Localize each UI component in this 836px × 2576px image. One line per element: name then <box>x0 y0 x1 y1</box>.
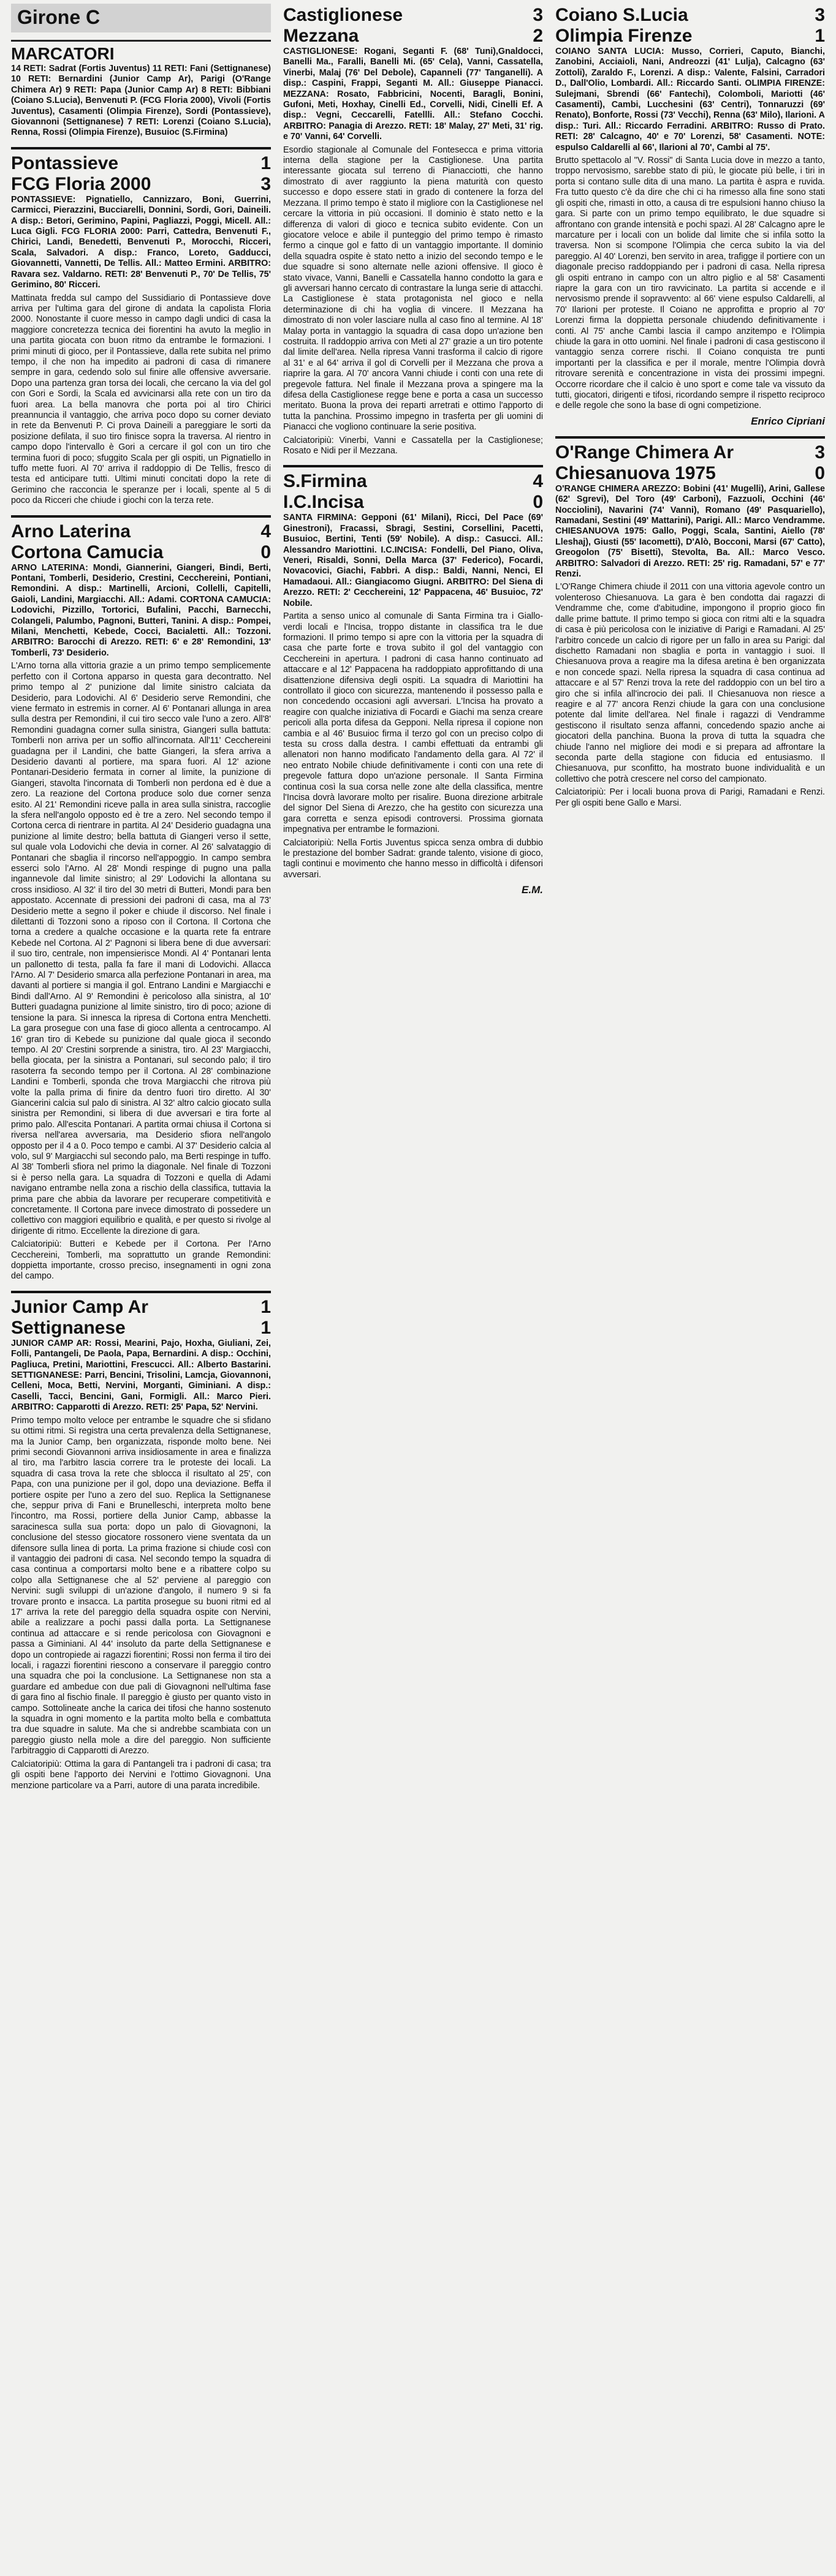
match-report: Brutto spettacolo al "V. Rossi" di Santa Lucia dove in mezzo a tanto, troppo nervosismo, sarebbe stato di più, le giocate più belle, i tiri in porta si contano sulle dita di una mano. La partita è aspra e ruvida. Fra tutto questo c'è da dire che chi ci ha rimesso alla fine sono stati gli ospiti che, rimasti in otto, a causa di tre espulsioni hanno chiuso la gara. Si parte con un primo tempo equilibrato, le due squadre si affrontano con grande intensità e pochi spazi. Al 28' Calcagno apre le marcature per i locali con un bolide dal limite che si infila sotto la traversa. Non si scompone l'Olimpia che cerca subito la via del pareggio. Al 40' Lorenzi, ben servito in area, trafigge il portiere con un diagonale preciso raddoppiando per i padroni di casa. Nella ripresa gli ospiti entrano in campo con un altro piglio e al 58' Casamenti riapre la gara con un tiro ravvicinato. La partita si accende e il nervosismo prende il sopravvento: al 66' viene espulso Caldarelli, al 70' Ilarioni per proteste. Il Coiano ne approfitta e proprio al 70' Lorenzi firma la doppietta personale chiudendo definitivamente i conti. Al 75' anche Cambi lascia il campo anzitempo e l'Olimpia chiude la gara in otto uomini. Nel finale i padroni di casa gestiscono il vantaggio senza correre rischi. Il Coiano conquista tre punti importanti per la classifica e per il morale, mentre l'Olimpia dovrà ritrovare serenità e concentrazione in vista dei prossimi impegni. Occorre ricordare che il calcio è uno sport e come tale va vissuto da tutti, giocatori, dirigenti e tifosi, ricordando sempre il rispetto reciproco e delle regole che sono la base di ogni competizione. <box>555 156 825 411</box>
away-team: Olimpia Firenze <box>555 26 693 46</box>
author-signature: Enrico Cipriani <box>751 415 825 427</box>
home-team: Castiglionese <box>283 5 403 25</box>
group-header: Girone C <box>11 4 271 32</box>
match-home-line <box>11 147 271 174</box>
match-away-line <box>555 26 825 47</box>
match-report: Esordio stagionale al Comunale del Fontesecca e prima vittoria interna della stagione per la Castiglionese. Una partita interessante giocata sul terreno di Pianacciotti, che hanno dimostrato di aver raggiunto la piena maturità con questo successo e dopo essere stati in grado di contenere la forza del Mezzana. Il primo tempo è stato il migliore con la Castiglionese nel cercare la vittoria in più occasioni. Il dominio è stato netto e la differenza di valori di gioco e tecnica subito evidente. Con un giocatore veloce e abile il punteggio del primo tempo è rimasto fermo a cinque gol e fatto di un vantaggio importante. Il dominio della squadra ospite è stato netto a inizio del secondo tempo e le due squadre si sono alternate nelle azioni offensive. Il gioco è stato vivace, Vanni, Banelli e Cassatella hanno condotto la gara e gli avversari hanno cercato di contrastare la lunga serie di attacchi. La Castiglionese è stata protagonista nel gioco e nella determinazione di chi ha voglia di vincere. Il Mezzana ha dimostrato di non voler lasciare nulla al caso fino al termine. Al 18' Malay porta in vantaggio la squadra di casa dopo un'azione ben costruita. Il raddoppio arriva con Meti al 27' grazie a un tiro potente dal limite dell'area. Nella ripresa Vanni trasforma il calcio di rigore al 31' e al 64' arriva il gol di Corvelli per il Mezzana che prova a riaprire la gara. Al 70' ancora Vanni chiude i conti con una rete di pregevole fattura. Nel finale il Mezzana prova a spingere ma la difesa della Castiglionese regge bene e porta a casa un successo meritato. Buona la prova dei reparti arretrati e ottimo l'apporto di tutta la panchina. Prossimo impegno in trasferta per gli uomini di Pianacci che vogliono continuare la serie positiva. <box>283 145 543 432</box>
home-team: Coiano S.Lucia <box>555 5 688 25</box>
away-team: Settignanese <box>11 1317 126 1338</box>
match-lineups: CASTIGLIONESE: Rogani, Seganti F. (68' Tuni),Gnaldocci, Banelli Ma., Faralli, Banelli Mi. (65' Cela), Vanni, Cassatella, Vinerbi, Malaj (76' Del Debole), Capanneli (77' Tanganelli). A disp.: Caspini, Frappi, Seganti M. All.: Giuseppe Pianacci. MEZZANA: Rosato, Fabbricini, Nocenti, Baragli, Bonini, Gufoni, Meti, Hoxhay, Cinelli Ed., Corvelli, Nidi, Cinelli Ef. A disp.: Vegni, Ceccarelli, Fatellli. All.: Stefano Cocchi. ARBITRO: Panagia di Arezzo. RETI: 18' Malay, 27' Meti, 31' rig. e 70' Vanni, 64' Corvelli. <box>283 47 543 142</box>
match-home-line <box>555 5 825 26</box>
match-report: Primo tempo molto veloce per entrambe le squadre che si sfidano su ottimi ritmi. Si registra una certa prevalenza della Settignanese, ma la Junior Camp, ben organizzata, risponde molto bene. Nei primi secondi Giovannoni arriva insidiosamente in area e finalizza al tiro, ma l'arbitro lascia correre tra le proteste dei locali. La squadra di casa trova la rete che sblocca il risultato al 25', con Papa, con una punizione per il gol, dopo una deviazione. Beffa il portiere ospite per l'uno a zero del suo. Replica la Settignanese che, seppur priva di Fani e Brunelleschi, interpreta molto bene l'incontro, ma Rossi, portiere della Junior Camp, abbasse la saracinesca sulla sua porta: dopo un palo di Giovagnoni, la conclusione del stesso giocatore rossonero viene sventata da un difensore sulla linea di porta. La prima frazione si chiude così con il vantaggio dei padroni di casa. Nel secondo tempo la squadra di casa continua a comportarsi molto bene e a ribattere colpo su colpo alla Settignanese che al 52' perviene al pareggio con Nervini: sugli sviluppi di un'azione d'angolo, il numero 9 si fa trovare pronto e insacca. La partita prosegue su buoni ritmi ed al 17' arriva la rete del pareggio della squadra ospite con Nervini, abile a realizzare a pochi passi dalla porta. La Settignanese continua ad attaccare e si rende pericolosa con Giovagnoni e passa a Giminiani. Al 44' insoluto da parte della Settignanese e dopo un contropiede ai ragazzi fiorentini; Rossi non ferma il tiro dei locali, i ragazzi fiorentini riescono a conservare il pareggio contro una squadra che poi la conclusione. La Settignanese non sta a guardare ed ambedue con due pali di Giovagnoni nell'ultima fase di gara fino al fischio finale. Il pareggio è giusto per quanto visto in campo. Sottolineate anche la carica dei tifosi che hanno sostenuto la squadra in ogni momento e la partita molto bella e combattuta tra due squadre in salute. Ma che si andrebbe scambiata con un pareggio giusto nella mole a dire del pareggio. Non sufficiente l'arbitraggio di Capparotti di Arezzo. <box>11 1415 271 1756</box>
author-signature: E.M. <box>522 884 543 896</box>
column-left <box>11 0 271 1794</box>
match-report: L'O'Range Chimera chiude il 2011 con una vittoria agevole contro un volenteroso Chiesanuova. La gara è ben condotta dai ragazzi di Vendramme che, come d'abitudine, impongono il proprio gioco fin dalle prime battute. Il primo tempo si gioca con ritmi alti e la squadra di casa è più pericolosa con le iniziative di Parigi e Ramadani. Al 25' l'arbitro concede un calcio di rigore per un fallo in area su Parigi: dal dischetto Ramadani non sbaglia e porta in vantaggio i suoi. Il Chiesanuova prova a reagire ma la difesa aretina è ben organizzata e non concede spazi. Nella ripresa la squadra di casa continua ad attaccare e al 57' Renzi trova la rete del raddoppio con un bel tiro a giro che si infila all'incrocio dei pali. Il Chiesanuova non riesce a reagire e al 77' ancora Renzi chiude la gara con una conclusione potente dal limite dell'area. Nel finale i ragazzi di Vendramme gestiscono il risultato senza affanni, concedendo spazio anche ai giocatori della panchina. Buona la prova di tutta la squadra che chiude l'anno nel migliore dei modi e si prepara ad affrontare la seconda parte della stagione con fiducia ed entusiasmo. Il Chiesanuova, pur sconfitto, ha mostrato buone individualità e un collettivo che potrà crescere nel corso del campionato. <box>555 582 825 784</box>
match-report: Partita a senso unico al comunale di Santa Firmina tra i Giallo-verdi locali e l'Incisa, troppo distante in classifica tra le due formazioni. Il primo tempo si apre con la vittoria per la squadra di casa che parte forte e trova subito il gol del vantaggio con Cecchereini in apertura. I padroni di casa hanno continuato ad attaccare e al 12' Pappacena ha raddoppiato approfittando di una disattenzione difensiva degli ospiti. La squadra di Mariottini ha controllato il gioco con sicurezza, mantenendo il possesso palla e non concedendo occasioni agli avversari. L'Incisa ha provato a reagire con qualche iniziativa di Focardi e Giachi ma senza creare pericoli alla porta difesa da Gepponi. Nella ripresa il copione non cambia e al 46' Busuioc firma il terzo gol con un preciso colpo di testa su cross dalla destra. I cambi effettuati da entrambi gli allenatori non hanno modificato l'andamento della gara. Al 72' il neo entrato Nobile chiude definitivamente i conti con una rete di pregevole fattura dopo un'azione personale. Il Santa Firmina continua così la sua corsa nelle zone alte della classifica, mentre l'Incisa dovrà lavorare molto per risalire. Buona direzione arbitrale del signor Del Siena di Arezzo, che ha gestito con sicurezza una gara corretta e senza episodi controversi. Prossima giornata impegnativa per entrambe le formazioni. <box>283 611 543 835</box>
match-away-line <box>11 1318 271 1339</box>
match-lineups: ARNO LATERINA: Mondi, Giannerini, Giangeri, Bindi, Berti, Pontani, Tomberli, Desiderio, Crestini, Cecchereini, Pontiani, Remondini. A disp.: Martinelli, Arcioni, Collelli, Capitelli, Gaioli, Landini, Margiacchi. All.: Adami. CORTONA CAMUCIA: Lodovichi, Pizzillo, Tortorici, Bufalini, Pacchi, Barnecchi, Colangeli, Palumbo, Pagnoni, Butteri, Tanini. A disp.: Pompei, Milani, Menchetti, Kebede, Cocci, Bacialetti. All.: Tozzoni. ARBITRO: Barocchi di Arezzo. RETI: 6' e 28' Remondini, 13' Tomberli, 73' Desiderio. <box>11 562 271 658</box>
away-team: Cortona Camucia <box>11 542 164 562</box>
scorers-title: MARCATORI <box>11 40 271 64</box>
home-team: Pontassieve <box>11 153 119 173</box>
home-team: Arno Laterina <box>11 521 131 542</box>
home-team: Junior Camp Ar <box>11 1296 148 1317</box>
match-report: Mattinata fredda sul campo del Sussidiario di Pontassieve dove arriva per l'ultima gara del girone di andata la capolista Floria 2000. Nonostante il cuore messo in campo dagli undici di casa la maggiore concretezza tecnica dei fiorentini ha avuto la meglio in una partita giocata con buon ritmo da entrambe le formazioni. I primi minuti di gioco, per il Pontassieve, dalla rete subita nel primo tempo, il che non ha impedito ai padroni di casa di rimanere sempre in gara, cedendo solo sul finire alle offensive avversarie. Dopo una partenza gran torsa dei locali, che cercano la via del gol con Gori e Sordi, la Scala ed avvicinarsi alla rete con un tiro da fuori area. La bella manovra che porta poi al tiro Chirici preannuncia il vantaggio, che arriva poco dopo su corner deviato in rete da Benvenuti P. Ci prova Daineili a pareggiare le sorti da posizione defilata, il suo tiro finisce sopra la traversa. Al rientro in campo dopo l'intervallo è Gori a cercare il gol con un tiro che termina fuori di poco; sfuggito Scala per gli ospiti, un Pignatiello in tuffo mette fuori. Al 70' arriva il raddoppio di De Tellis, fresco di testa ed anticipare tutti. Ultimi minuti concitati dopo la rete di Gerimino che racconcia le speranze per i locali, spente al 5 di poco da Ricceri che chiude i giochi con la terza rete. <box>11 293 271 506</box>
away-score: 1 <box>815 26 825 46</box>
match-away-line <box>283 492 543 513</box>
away-score: 0 <box>815 463 825 483</box>
away-team: FCG Floria 2000 <box>11 173 151 194</box>
away-team: I.C.Incisa <box>283 492 364 513</box>
match-home-line <box>11 515 271 542</box>
match-away-line <box>283 26 543 47</box>
match-report: L'Arno torna alla vittoria grazie a un primo tempo semplicemente perfetto con il Cortona apparso in questa gara decontratto. Nel primo tempo al 2' punizione dal limite sinistro calciata da Desiderio, para Lodovichi. Al 6' Desiderio serve Remondini, che viene fermato in estremis in corner. Al 6' Pontanari allunga in area sulla destra per Remondini, il cui tiro secco vale l'uno a zero. All'8' Remondini guadagna corner sulla sinistra, Giangeri sulla battuta: Tomberli non arriva per un soffio all'incornata. All'11' Cecchereini guadagna per il Landini, che batte Giangeri, la sfera arriva a Desiderio davanti al portiere, ma spara fuori. Al 12' azione Pontanari-Desiderio fermata in corner al limite, la punizione di Giangeri, stavolta l'incornata di Tomberli non perdona ed è due a zero. La reazione del Cortona produce solo due corner senza esito. Al 21' Remondini riceve palla in area sulla sinistra, raccoglie la sfera nell'angolo opposto ed è tre a zero. Nel secondo tempo il Cortona cerca di rientrare in partita. Al 24' Desiderio guadagna una punizione al limite destro; bella battuta di Giangeri verso il sette, sul quale vola Lodovichi che devia in corner. Al 26' salvataggio di Pontanari che sbaglia il rincorso nell'appoggio. In campo sembra esserci solo l'Arno. Al 28' Mondi respinge di pugno una palla ingannevole dal limite sinistro; al 29' Lodovichi la allontana su cross insidioso. Al 32' il tiro del 30 metri di Butteri, Mondi para ben appostato. Accennate di pressioni dei padroni di casa, ma al 73' Desiderio mette a segno il poker e chiude il discorso. Nel finale i dilettanti di Tozzoni sono a riposo con il Cortona. Il Cortona che torna a credere a qualche occasione e la quarta rete fa entrare Kebede nel Cortona. Al 2' Pagnoni si libera bene di due avversari: il suo tiro, centrale, non impensierisce Mondi. Al 4' Pontanari lenta un pallonetto di testa, palla fa fare il mani di Lodovichi. Allacca l'Arno. Al 7' Desiderio smarca alla perfezione Pontanari in area, ma davanti al portiere si mangia il gol. Entrano Landini e Margiacchi e Bindi dall'Arno. Al 9' Remondini è pericoloso alla sinistra, al 10' Butteri guadagna punizione al limite sinistro, tiro di poco; azione di tensione la para. Si innesca la ripresa di Cortona entra Menchetti. La gara prosegue con una fase di gioco allenta a centrocampo. Al 16' gran tiro di Kebede su punizione dal quale gioca il secondo tempo. Al 20' Crestini sorprende a sinistra, tiro. Al 23' Margiacchi, bella giocata, per la sinistra a Pontanari, sul secondo palo; il tiro rasoterra fa secondo tempo per il Cortona. Al 28' combinazione Landini e Tomberli, sponda che trova Margiacchi che ritrova più volte la palla prima di finire da dentro fuori tiro diretto. Al 30' Giancerini calcia sul palo di sinistra. Al 32' altro calcio giocato sulla sinistra per Remondini, si libera di due avversari e tira forte al primo palo. All'escita Pontanari. A partita ormai chiusa il Cortona si riversa nell'area avversaria, ma Desiderio sfiora nell'angolo opposto per il 4 a 0. Poco tempo e cambi. Al 37' Desiderio calcia al volo, sul 9' Margiacchi sul secondo palo, ma Berti respinge in tuffo. Al 38' Tomberli sfiora nel primo la diagonale. Nel finale di Tozzoni si è perso nella gara. La squadra di Tozzoni e quella di Adami navigano entrambe nella zona a rischio della classifica, tuttavia la prima pare che abbia da lavorare per recuperare competitività e concretamente. Il Cortona pare invece dimostrato di possedere un collettivo con maggiori equilibrio e qualità, e per questo si rivolge al dirigente di ritmo. Eccellente la direzione di gara. <box>11 661 271 1236</box>
match-away-line <box>11 542 271 563</box>
away-score: 0 <box>533 492 543 513</box>
player-ratings: Calciatoripiù: Ottima la gara di Pantangeli tra i padroni di casa; tra gli ospiti bene l'apporto dei Nervini e l'ottimo Giovagnoni. Una menzione particolare va a Parri, autore di una parata incredibile. <box>11 1759 271 1791</box>
column-right <box>555 0 825 811</box>
match-home-line <box>11 1291 271 1318</box>
match-lineups: PONTASSIEVE: Pignatiello, Cannizzaro, Boni, Guerrini, Carmicci, Pierazzini, Bucciarelli, Donnini, Sordi, Gori, Daineili. A disp.: Betori, Gerimino, Papini, Pagliazzi, Poggi, Micell. All.: Luca Gigli. FCG FLORIA 2000: Parri, Cattedra, Benvenuti F., Chirici, Landi, Benedetti, Benvenuti P., Morocchi, Ricceri, Scala, Salvadori. A disp.: Franco, Loreto, Gadducci, Giovannetti, Vannetti, De Tellis. All.: Matteo Ermini. ARBITRO: Ravara sez. Valdarno. RETI: 28' Benvenuti P., 70' De Tellis, 75' Gerimino, 80' Ricceri. <box>11 194 271 290</box>
scorers-list: 14 RETI: Sadrat (Fortis Juventus) 11 RETI: Fani (Settignanese) 10 RETI: Bernardini (Junior Camp Ar), Parigi (O'Range Chimera Ar) 9 RETI: Papa (Junior Camp Ar) 8 RETI: Bibbiani (Coiano S.Lucia), Benvenuti P. (FCG Floria 2000), Vivoli (Fortis Juventus), Casamenti (Olimpia Firenze), Sordi (Pontassieve), Giovannoni (Settignanese) 7 RETI: Lorenzi (Coiano S.Lucia), Renna, Rossi (Olimpia Firenze), Busuioc (S.Firmina) <box>11 64 271 138</box>
match-lineups: O'RANGE CHIMERA AREZZO: Bobini (41' Mugelli), Arini, Gallese (62' Sgrevi), Del Toro (49' Carboni), Fazzuoli, Occhini (46' Nocciolini), Navarini (74' Vanni), Romano (49' Pasquariello), Ramadani, Sestini (49' Mattarini), Parigi. All.: Marco Vendramme. CHIESANUOVA 1975: Gallo, Poggi, Scala, Santini, Aiello (78' Lleshaj), Giusti (55' Iacometti), D'Alò, Bocconi, Marsi (67' Catto), Greogolon (75' Bisetti), Stevolta, Ba. All.: Marco Vesco. ARBITRO: Salvadori di Arezzo. RETI: 25' rig. Ramadani, 57' e 77' Renzi. <box>555 483 825 580</box>
player-ratings: Calciatoripiù: Butteri e Kebede per il Cortona. Per l'Arno Cecchereini, Tomberli, ma soprattutto un grande Remondini: doppietta importante, crosso preciso, insegnamenti in ogni zona del campo. <box>11 1239 271 1282</box>
home-score: 1 <box>260 153 271 173</box>
match-away-line <box>11 174 271 195</box>
player-ratings: Calciatoripiù: Nella Fortis Juventus spicca senza ombra di dubbio le prestazione del bomber Sadrat: grande talento, visione di gioco, tagli continui e movimento che hanno messo in difficoltà i difensori avversari. <box>283 837 543 880</box>
match-home-line <box>283 5 543 26</box>
home-score: 4 <box>533 471 543 492</box>
home-score: 1 <box>260 1296 271 1317</box>
home-score: 4 <box>260 521 271 542</box>
match-lineups: SANTA FIRMINA: Gepponi (61' Milani), Ricci, Del Pace (69' Ginestroni), Fracassi, Sbragi, Sestini, Corsellini, Pacetti, Busuioc, Bertini, Tenti (59' Nobile). A disp.: Casucci. All.: Alessandro Mariottini. I.C.INCISA: Fondelli, Del Piano, Oliva, Veneri, Risaldi, Sonni, Della Marca (37' Federico), Focardi, Novacovici, Giachi, Fabbri. A disp.: Baldi, Nanni, Nenci, El Hamadaoui. All.: Giangiacomo Giugni. ARBITRO: Del Siena di Arezzo. RETI: 2' Cecchereini, 12' Pappacena, 46' Busuioc, 72' Nobile. <box>283 513 543 608</box>
away-score: 3 <box>260 173 271 194</box>
home-team: S.Firmina <box>283 471 367 492</box>
home-score: 3 <box>815 442 825 463</box>
away-score: 0 <box>260 542 271 562</box>
home-team: O'Range Chimera Ar <box>555 442 734 463</box>
away-score: 1 <box>260 1317 271 1338</box>
match-home-line <box>283 465 543 492</box>
away-team: Mezzana <box>283 26 359 46</box>
away-score: 2 <box>533 26 543 46</box>
match-away-line <box>555 463 825 484</box>
player-ratings: Calciatoripiù: Vinerbi, Vanni e Cassatella per la Castiglionese; Rosato e Nidi per il Mezzana. <box>283 435 543 456</box>
home-score: 3 <box>815 5 825 25</box>
column-middle <box>283 0 543 902</box>
player-ratings: Calciatoripiù: Per i locali buona prova di Parigi, Ramadani e Renzi. Per gli ospiti bene Gallo e Marsi. <box>555 787 825 808</box>
away-team: Chiesanuova 1975 <box>555 463 716 483</box>
match-lineups: JUNIOR CAMP AR: Rossi, Mearini, Pajo, Hoxha, Giuliani, Zei, Folli, Pantangeli, De Paola, Papa, Bernardini. A disp.: Occhini, Pagliuca, Pretini, Mariottini, Frescucci. All.: Alberto Bastarini. SETTIGNANESE: Parri, Bencini, Trisolini, Lamcja, Giovannoni, Celleni, Moca, Betti, Nervini, Morganti, Giminiani. A disp.: Caselli, Tacci, Bencini, Gani, Formigli. All.: Marco Pieri. ARBITRO: Capparotti di Arezzo. RETI: 25' Papa, 52' Nervini. <box>11 1338 271 1413</box>
match-home-line <box>555 436 825 463</box>
home-score: 3 <box>533 5 543 25</box>
match-lineups: COIANO SANTA LUCIA: Musso, Corrieri, Caputo, Bianchi, Zanobini, Acciaioli, Nani, Andreozzi (41' Lulja), Calcagno (63' Zottoli), Zaraldo F., Lorenzi. A disp.: Valente, Falsini, Carradori D., Dall'Olio, Lombardi. All.: Riccardo Santi. OLIMPIA FIRENZE: Sulejmani, Sbrendi (66' Fantechi), Colomboli, Mariotti (46' Casamenti), Cambi, Lucchesini (63' Centri), Tonnaruzzi (69' Renato), Bonforte, Rossi (73' Vecchi), Renna (63' Milo), Ilarioni. A disp.: Turi. All.: Riccardo Ferradini. ARBITRO: Russo di Prato. RETI: 28' Calcagno, 40' e 70' Lorenzi, 58' Casamenti. NOTE: espulso Caldarelli al 66', Ilarioni al 70', Cambi al 75'. <box>555 47 825 153</box>
